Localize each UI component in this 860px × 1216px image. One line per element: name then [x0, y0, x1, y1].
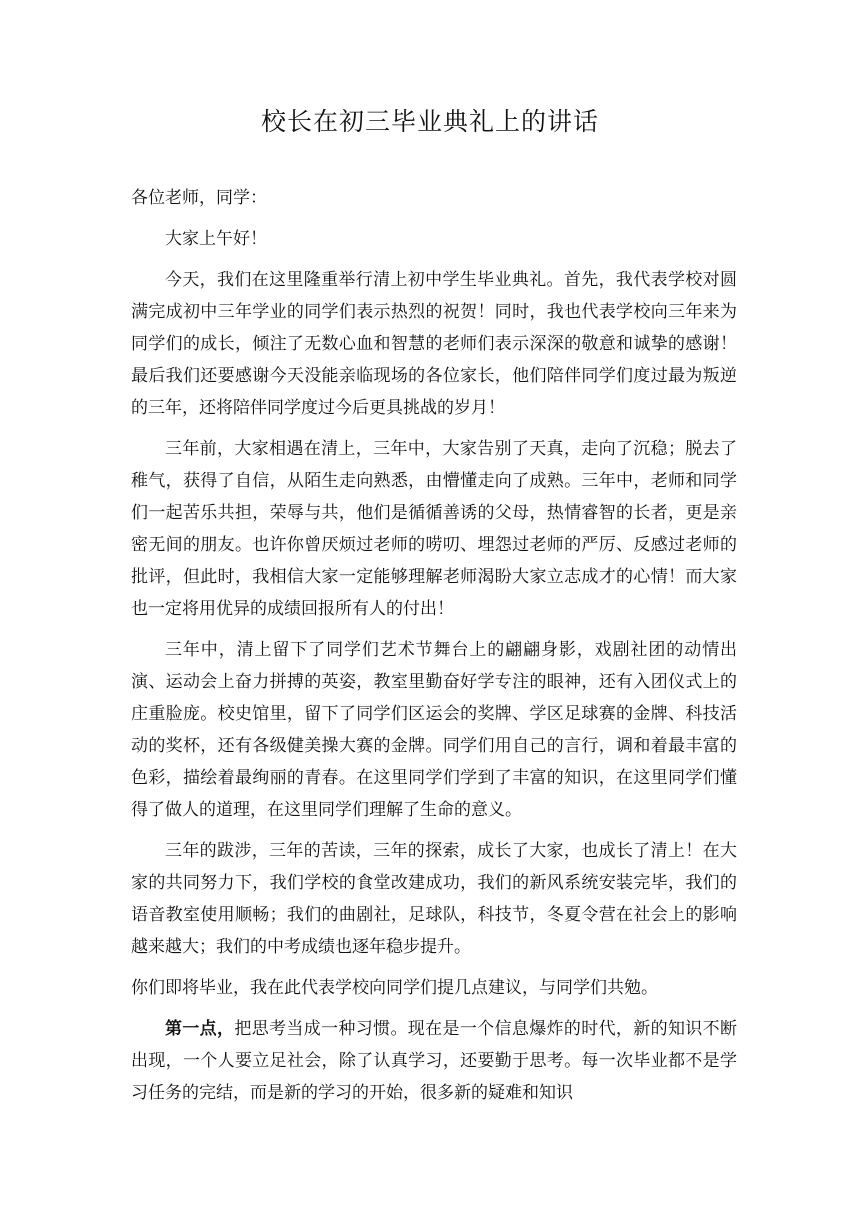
transition-paragraph: 你们即将毕业，我在此代表学校向同学们提几点建议，与同学们共勉。 [131, 978, 658, 998]
salutation: 各位老师，同学： [131, 188, 267, 208]
paragraph-1: 今天，我们在这里隆重举行清上初中学生毕业典礼。首先，我代表学校对圆满完成初中三年学业的同学们表示热烈的祝贺！同时，我也代表学校向三年来为同学们的成长，倾注了无数心血和智慧的老师们表示深深的敬意和诚挚的感谢！最后我们还要感谢今天没能亲临现场的各位家长，他们陪伴同学们度过最为叛逆的三年，还将陪伴同学度过今后更具挑战的岁月！ [131, 270, 737, 418]
paragraph-2: 三年前，大家相遇在清上，三年中，大家告别了天真，走向了沉稳；脱去了稚气，获得了自信，从陌生走向熟悉，由懵懂走向了成熟。三年中，老师和同学们一起苦乐共担，荣辱与共，他们是循循善诱的父母，热情睿智的长者，更是亲密无间的朋友。也许你曾厌烦过老师的唠叨、埋怨过老师的严厉、反感过老师的批评，但此时，我相信大家一定能够理解老师渴盼大家立志成才的心情！而大家也一定将用优异的成绩回报所有人的付出！ [131, 439, 737, 619]
paragraph-3: 三年中，清上留下了同学们艺术节舞台上的翩翩身影，戏剧社团的动情出演、运动会上奋力拼搏的英姿，教室里勤奋好学专注的眼神，还有入团仪式上的庄重脸庞。校史馆里，留下了同学们区运会的奖牌、学区足球赛的金牌、科技活动的奖杯，还有各级健美操大赛的金牌。同学们用自己的言行，调和着最丰富的色彩，描绘着最绚丽的青春。在这里同学们学到了丰富的知识，在这里同学们懂得了做人的道理，在这里同学们理解了生命的意义。 [131, 640, 737, 820]
point-one-paragraph [131, 1013, 737, 1109]
paragraph-4: 三年的跋涉，三年的苦读，三年的探索，成长了大家，也成长了清上！在大家的共同努力下，我们学校的食堂改建成功，我们的新风系统安装完毕，我们的语音教室使用顺畅；我们的曲剧社，足球队，科技节，冬夏令营在社会上的影响越来越大；我们的中考成绩也逐年稳步提升。 [131, 841, 737, 957]
document-body [131, 182, 737, 1118]
greeting: 大家上午好！ [165, 229, 267, 249]
document-title: 校长在初三毕业典礼上的讲话 [260, 107, 599, 136]
point-one-label: 第一点， [165, 1019, 235, 1039]
point-one-text: 把思考当成一种习惯。现在是一个信息爆炸的时代，新的知识不断出现，一个人要立足社会，除了认真学习，还要勤于思考。每一次毕业都不是学习任务的完结，而是新的学习的开始，很多新的疑难和知识 [131, 1019, 737, 1103]
